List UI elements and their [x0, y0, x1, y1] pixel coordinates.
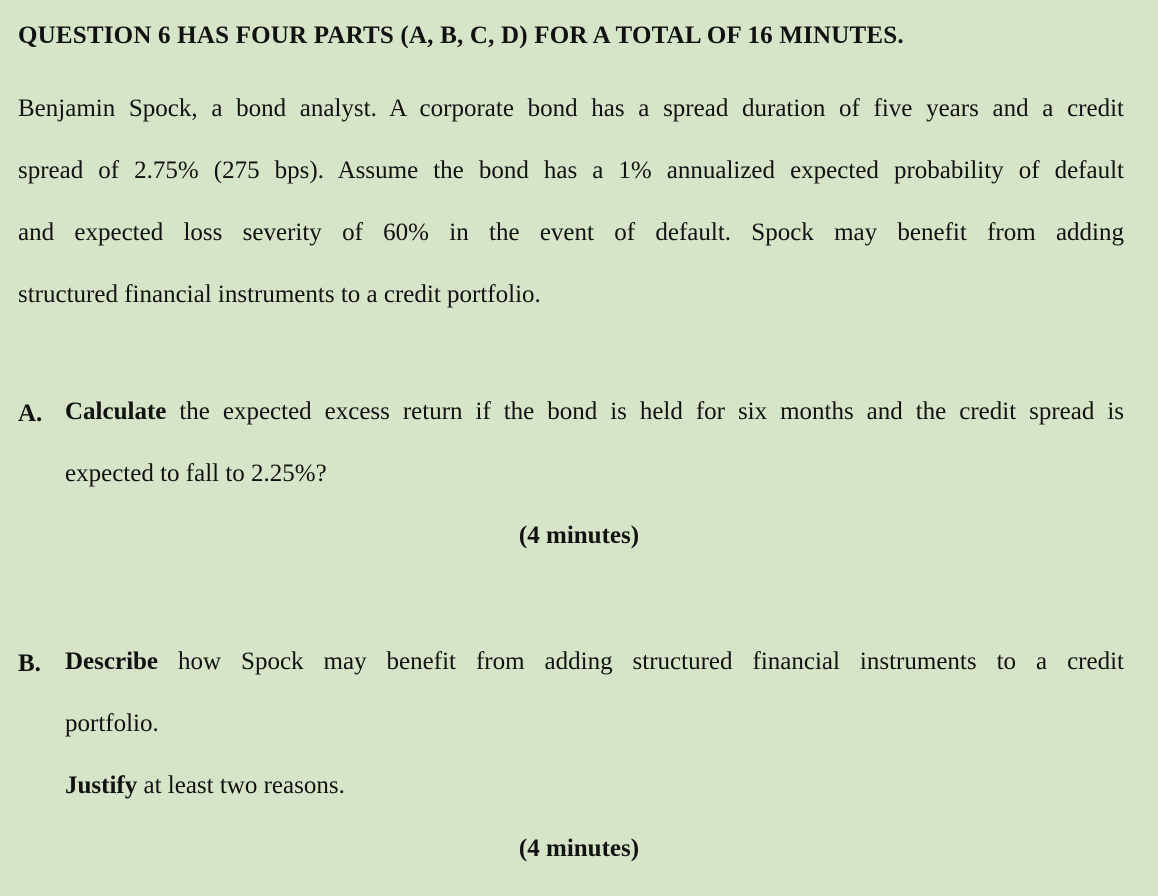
question-intro [18, 78, 1124, 326]
part-b-body [65, 631, 1124, 817]
part-a-letter: A. [18, 400, 43, 427]
part-b-verb: Describe [65, 648, 159, 675]
intro-line: Benjamin Spock, a bond analyst. A corporate bond has a spread duration of five years and a credit [18, 95, 1124, 122]
question-heading: QUESTION 6 HAS FOUR PARTS (A, B, C, D) FOR A TOTAL OF 16 MINUTES. [18, 22, 904, 49]
part-a-line [65, 381, 1124, 443]
intro-line: and expected loss severity of 60% in the event of default. Spock may benefit from adding [18, 219, 1124, 246]
part-b-text: how Spock may benefit from adding structured financial instruments to a credit [158, 648, 1124, 675]
part-b-line [65, 631, 1124, 693]
part-a-body [65, 381, 1124, 505]
part-a-line: expected to fall to 2.25%? [65, 460, 327, 487]
part-b [18, 631, 1124, 821]
part-b-justify-line [65, 755, 1124, 817]
part-b-justify-verb: Justify [65, 772, 138, 799]
intro-line: structured financial instruments to a credit portfolio. [18, 281, 541, 308]
part-b-justify-text: at least two reasons. [137, 772, 345, 799]
part-b-letter: B. [18, 650, 41, 677]
intro-line: spread of 2.75% (275 bps). Assume the bond has a 1% annualized expected probability of default [18, 157, 1124, 184]
part-a-minutes: (4 minutes) [518, 522, 640, 549]
part-a [18, 381, 1124, 511]
part-a-text: the expected excess return if the bond is held for six months and the credit spread is [166, 398, 1124, 425]
part-a-verb: Calculate [65, 398, 167, 425]
part-b-line: portfolio. [65, 710, 159, 737]
part-b-minutes: (4 minutes) [518, 835, 640, 862]
